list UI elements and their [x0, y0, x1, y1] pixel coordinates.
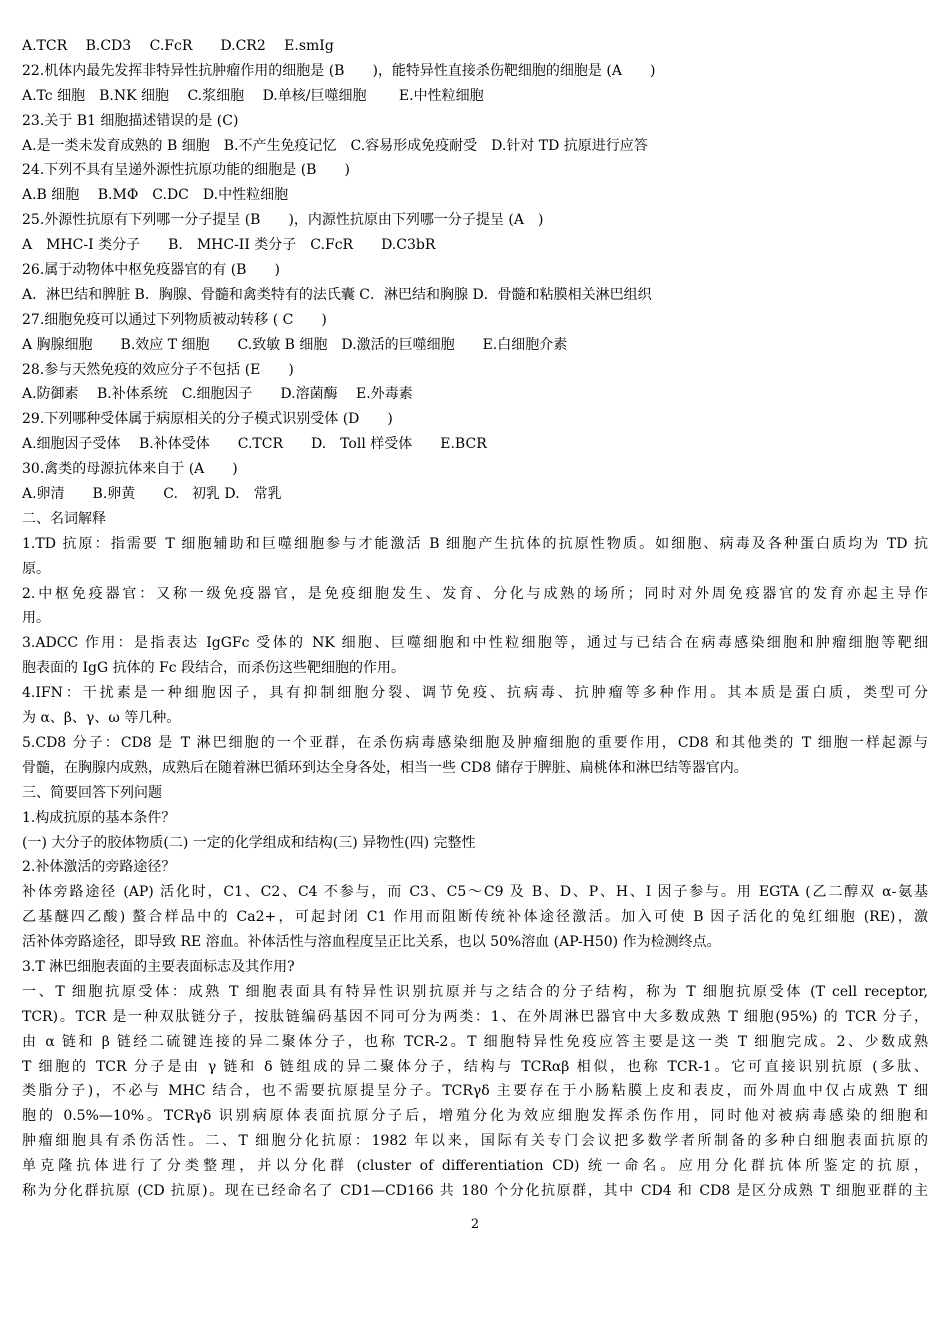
text-line: 补体旁路途径 (AP) 活化时，C1、C2、C4 不参与，而 C3、C5～C9 及 B、D、P、H、I 因子参与。用 EGTA (乙二醇双 α-氨基 — [22, 884, 928, 901]
text-line: A.Tc 细胞 B.NK 细胞 C.浆细胞 D.单核/巨噬细胞 E.中性粒细胞 — [22, 87, 484, 104]
text-line: 2.补体激活的旁路途径？ — [22, 859, 176, 876]
text-line: 1.TD 抗原：指需要 T 细胞辅助和巨噬细胞参与才能激活 B 细胞产生抗体的抗原性物质。如细胞、病毒及各种蛋白质均为 TD 抗 — [22, 535, 928, 552]
section-heading: 三、简要回答下列问题 — [22, 784, 162, 801]
text-line: 23.关于 B1 细胞描述错误的是 (C) — [22, 112, 239, 129]
text-line: 称为分化群抗原 (CD 抗原)。现在已经命名了 CD1—CD166 共 180 个分化抗原群，其中 CD4 和 CD8 是区分成熟 T 细胞亚群的主 — [22, 1182, 928, 1199]
text-line: 3.T 淋巴细胞表面的主要表面标志及其作用? — [22, 958, 295, 975]
text-line: 25.外源性抗原有下列哪一分子提呈 (B )，内源性抗原由下列哪一分子提呈 (A ) — [22, 212, 544, 229]
text-line: 胞表面的 IgG 抗体的 Fc 段结合，而杀伤这些靶细胞的作用。 — [22, 660, 406, 677]
text-line: 30.禽类的母源抗体来自于 (A ) — [22, 461, 238, 478]
text-line: 用。 — [22, 610, 50, 627]
text-line: A.防御素 B.补体系统 C.细胞因子 D.溶菌酶 E.外毒素 — [22, 386, 413, 403]
text-line: A.是一类未发育成熟的 B 细胞 B.不产生免疫记忆 C.容易形成免疫耐受 D.针对 TD 抗原进行应答 — [22, 137, 648, 154]
text-line: 1.构成抗原的基本条件？ — [22, 809, 176, 826]
section-heading: 二、名词解释 — [22, 510, 106, 527]
text-line: 2.中枢免疫器官：又称一级免疫器官，是免疫细胞发生、发育、分化与成熟的场所；同时对外周免疫器官的发育亦起主导作 — [22, 585, 928, 602]
text-line: 一、T 细胞抗原受体：成熟 T 细胞表面具有特异性识别抗原并与之结合的分子结构，称为 T 细胞抗原受体 (T cell receptor, — [22, 983, 928, 1000]
page-number: 2 — [470, 1217, 480, 1232]
text-line: 活补体旁路途径，即导致 RE 溶血。补体活性与溶血程度呈正比关系，也以 50%溶血 (AP-H50) 作为检测终点。 — [22, 934, 721, 951]
text-line: 5.CD8 分子：CD8 是 T 淋巴细胞的一个亚群，在杀伤病毒感染细胞及肿瘤细胞的重要作用，CD8 和其他类的 T 细胞一样起源与 — [22, 734, 928, 751]
text-line: T 细胞的 TCR 分子是由 γ 链和 δ 链组成的异二聚体分子，结构与 TCRαβ 相似，也称 TCR-1。它可直接识别抗原 (多肽、 — [22, 1058, 928, 1075]
text-line: 单克隆抗体进行了分类整理，并以分化群 (cluster of differentiation CD) 统一命名。应用分化群抗体所鉴定的抗原， — [22, 1158, 928, 1175]
text-line: (一) 大分子的胶体物质(二) 一定的化学组成和结构(三) 异物性(四) 完整性 — [22, 834, 476, 851]
text-line: 乙基醚四乙酸) 螯合样品中的 Ca2+，可起封闭 C1 作用而阻断传统补体途径激活。加入可使 B 因子活化的兔红细胞 (RE)，激 — [22, 909, 928, 926]
text-line: 由 α 链和 β 链经二硫键连接的异二聚体分子，也称 TCR-2。T 细胞特异性免疫应答主要是这一类 T 细胞完成。2、少数成熟 — [22, 1033, 928, 1050]
text-line: TCR)。TCR 是一种双肽链分子，按肽链编码基因不同可分为两类：1、在外周淋巴器官中大多数成熟 T 细胞(95%) 的 TCR 分子， — [22, 1008, 928, 1025]
text-line: A.卵清 B.卵黄 C. 初乳 D. 常乳 — [22, 486, 282, 503]
text-line: 为 α、β、γ、ω 等几种。 — [22, 710, 181, 727]
text-line: 骨髓，在胸腺内成熟，成熟后在随着淋巴循环到达全身各处，相当一些 CD8 储存于脾脏、扁桃体和淋巴结等器官内。 — [22, 759, 748, 776]
text-line: 原。 — [22, 560, 50, 577]
text-line: 类脂分子)，不必与 MHC 结合，也不需要抗原提呈分子。TCRγδ 主要存在于小肠粘膜上皮和表皮，而外周血中仅占成熟 T 细 — [22, 1083, 928, 1100]
text-line: 29.下列哪种受体属于病原相关的分子模式识别受体 (D ) — [22, 411, 393, 428]
text-line: 肿瘤细胞具有杀伤活性。二、T 细胞分化抗原：1982 年以来，国际有关专门会议把多数学者所制备的多种白细胞表面抗原的 — [22, 1133, 928, 1150]
text-line: 胞的 0.5%—10%。TCRγδ 识别病原体表面抗原分子后，增殖分化为效应细胞发挥杀伤作用，同时他对被病毒感染的细胞和 — [22, 1108, 928, 1125]
text-line: A.TCR B.CD3 C.FcR D.CR2 E.smIg — [22, 38, 334, 54]
text-line: A．淋巴结和脾脏 B．胸腺、骨髓和禽类特有的法氏囊 C．淋巴结和胸腺 D．骨髓和粘膜相关淋巴组织 — [22, 286, 652, 303]
text-line: 24.下列不具有呈递外源性抗原功能的细胞是 (B ) — [22, 162, 350, 179]
text-line: A.B 细胞 B.MΦ C.DC D.中性粒细胞 — [22, 187, 289, 204]
text-line: 28.参与天然免疫的效应分子不包括 (E ) — [22, 361, 294, 378]
text-line: 4.IFN：干扰素是一种细胞因子，具有抑制细胞分裂、调节免疫、抗病毒、抗肿瘤等多种作用。其本质是蛋白质，类型可分 — [22, 685, 928, 702]
text-line: 26.属于动物体中枢免疫器官的有 (B ) — [22, 262, 280, 279]
text-line: A.细胞因子受体 B.补体受体 C.TCR D. Toll 样受体 E.BCR — [22, 436, 487, 453]
text-line: A 胸腺细胞 B.效应 T 细胞 C.致敏 B 细胞 D.激活的巨噬细胞 E.白细胞介素 — [22, 336, 568, 353]
page-body — [22, 34, 928, 1204]
text-line: A MHC-I 类分子 B. MHC-II 类分子 C.FcR D.C3bR — [22, 237, 436, 254]
text-line: 3.ADCC 作用：是指表达 IgGFc 受体的 NK 细胞、巨噬细胞和中性粒细胞等，通过与已结合在病毒感染细胞和肿瘤细胞等靶细 — [22, 635, 928, 652]
text-line: 22.机体内最先发挥非特异性抗肿瘤作用的细胞是 (B )，能特异性直接杀伤靶细胞的细胞是 (A ) — [22, 62, 656, 79]
text-line: 27.细胞免疫可以通过下列物质被动转移 ( C ) — [22, 311, 327, 328]
